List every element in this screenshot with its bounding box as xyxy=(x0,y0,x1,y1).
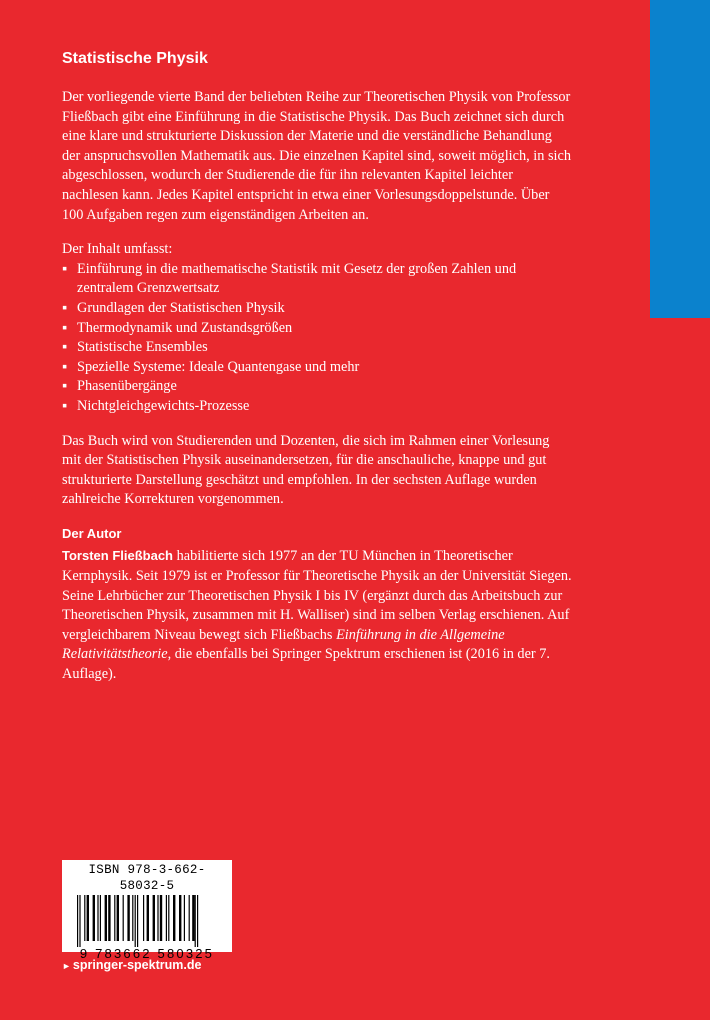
blurb xyxy=(62,88,572,685)
intro-paragraph: Der vorliegende vierte Band der beliebten Reihe zur Theoretischen Physik von Professor Fließbach gibt eine Einführung in die Statistische Physik. Das Buch zeichnet sich durch eine klare und strukturierte Diskussion der Materie und die verständliche Behandlung der anspruchsvollen Mathematik aus. Die einzelnen Kapitel sind, soweit möglich, in sich abgeschlossen, wodurch der Studierende die für ihn relevanten Kapitel leichter nachlesen kann. Jedes Kapitel entspricht in etwa einer Vorlesungsdoppelstunde. Über 100 Aufgaben regen zum eigenständigen Arbeiten an. xyxy=(62,89,572,223)
contents-list xyxy=(62,260,572,417)
author-heading: Der Autor xyxy=(62,525,122,541)
author-text-2: , die ebenfalls bei Springer Spektrum erschienen ist (2016 in der 7. Auflage). xyxy=(62,646,550,683)
contents-list-item xyxy=(62,338,572,358)
bullet-icon: ▪ xyxy=(62,397,68,414)
contents-list-item xyxy=(62,397,572,417)
contents-item-label: Phasenübergänge xyxy=(77,378,177,395)
publisher-website[interactable] xyxy=(62,958,201,972)
contents-item-label: Thermodynamik und Zustandsgrößen xyxy=(77,319,293,336)
outro-paragraph: Das Buch wird von Studierenden und Dozenten, die sich im Rahmen einer Vorlesung mit der Statistischen Physik auseinandersetzen, für die anschauliche, knappe und gut strukturierte Darstellung geschätzt und empfohlen. In der sechsten Auflage wurden zahlreiche Korrekturen vorgenommen. xyxy=(62,432,550,508)
author-name: Torsten Fließbach xyxy=(62,548,173,564)
contents-item-label: Statistische Ensembles xyxy=(77,339,208,356)
bullet-icon: ▪ xyxy=(62,339,68,356)
contents-item-label: Grundlagen der Statistischen Physik xyxy=(77,299,285,316)
contents-list-item xyxy=(62,260,572,299)
author-text-1: habilitierte sich 1977 an der TU München in Theoretischer Kernphysik. Seit 1979 ist er Professor für Theoretische Physik an der Universität Siegen. Seine Lehrbücher zur Theoretischen Physik I bis IV (ergänzt durch das Arbeitsbuch zur Theoretischen Physik, zusammen mit H. Walliser) sind im selben Verlag erschienen. Auf vergleichbarem Niveau bewegt sich Fließbachs xyxy=(62,548,572,643)
bullet-icon: ▪ xyxy=(62,319,68,336)
website-label: springer-spektrum.de xyxy=(72,958,202,972)
contents-list-item xyxy=(62,319,572,339)
isbn-barcode-box xyxy=(62,860,232,961)
contents-list-item xyxy=(62,377,572,397)
blue-accent-bar xyxy=(650,0,710,318)
contents-list-item xyxy=(62,358,572,378)
book-title: Statistische Physik xyxy=(62,50,208,67)
barcode-image xyxy=(69,895,225,947)
author-paragraph xyxy=(62,546,572,684)
bullet-icon: ▪ xyxy=(62,358,68,375)
contents-item-label: Spezielle Systeme: Ideale Quantengase und mehr xyxy=(77,358,360,375)
contents-heading: Der Inhalt umfasst: xyxy=(62,241,173,258)
arrow-right-icon: ► xyxy=(62,961,71,971)
contents-list-item xyxy=(62,299,572,319)
author-book-title: Einführung in die Allgemeine Relativitätstheorie xyxy=(62,626,505,663)
barcode-digits: 9 783662 580325 xyxy=(79,946,215,961)
bullet-icon: ▪ xyxy=(62,260,68,277)
bullet-icon: ▪ xyxy=(62,299,68,316)
contents-item-label: Einführung in die mathematische Statistik mit Gesetz der großen Zahlen und zentralem Grenzwertsatz xyxy=(77,260,517,297)
isbn-label: ISBN 978-3-662-58032-5 xyxy=(88,863,206,893)
contents-item-label: Nichtgleichgewichts-Prozesse xyxy=(77,397,250,414)
bullet-icon: ▪ xyxy=(62,378,68,395)
